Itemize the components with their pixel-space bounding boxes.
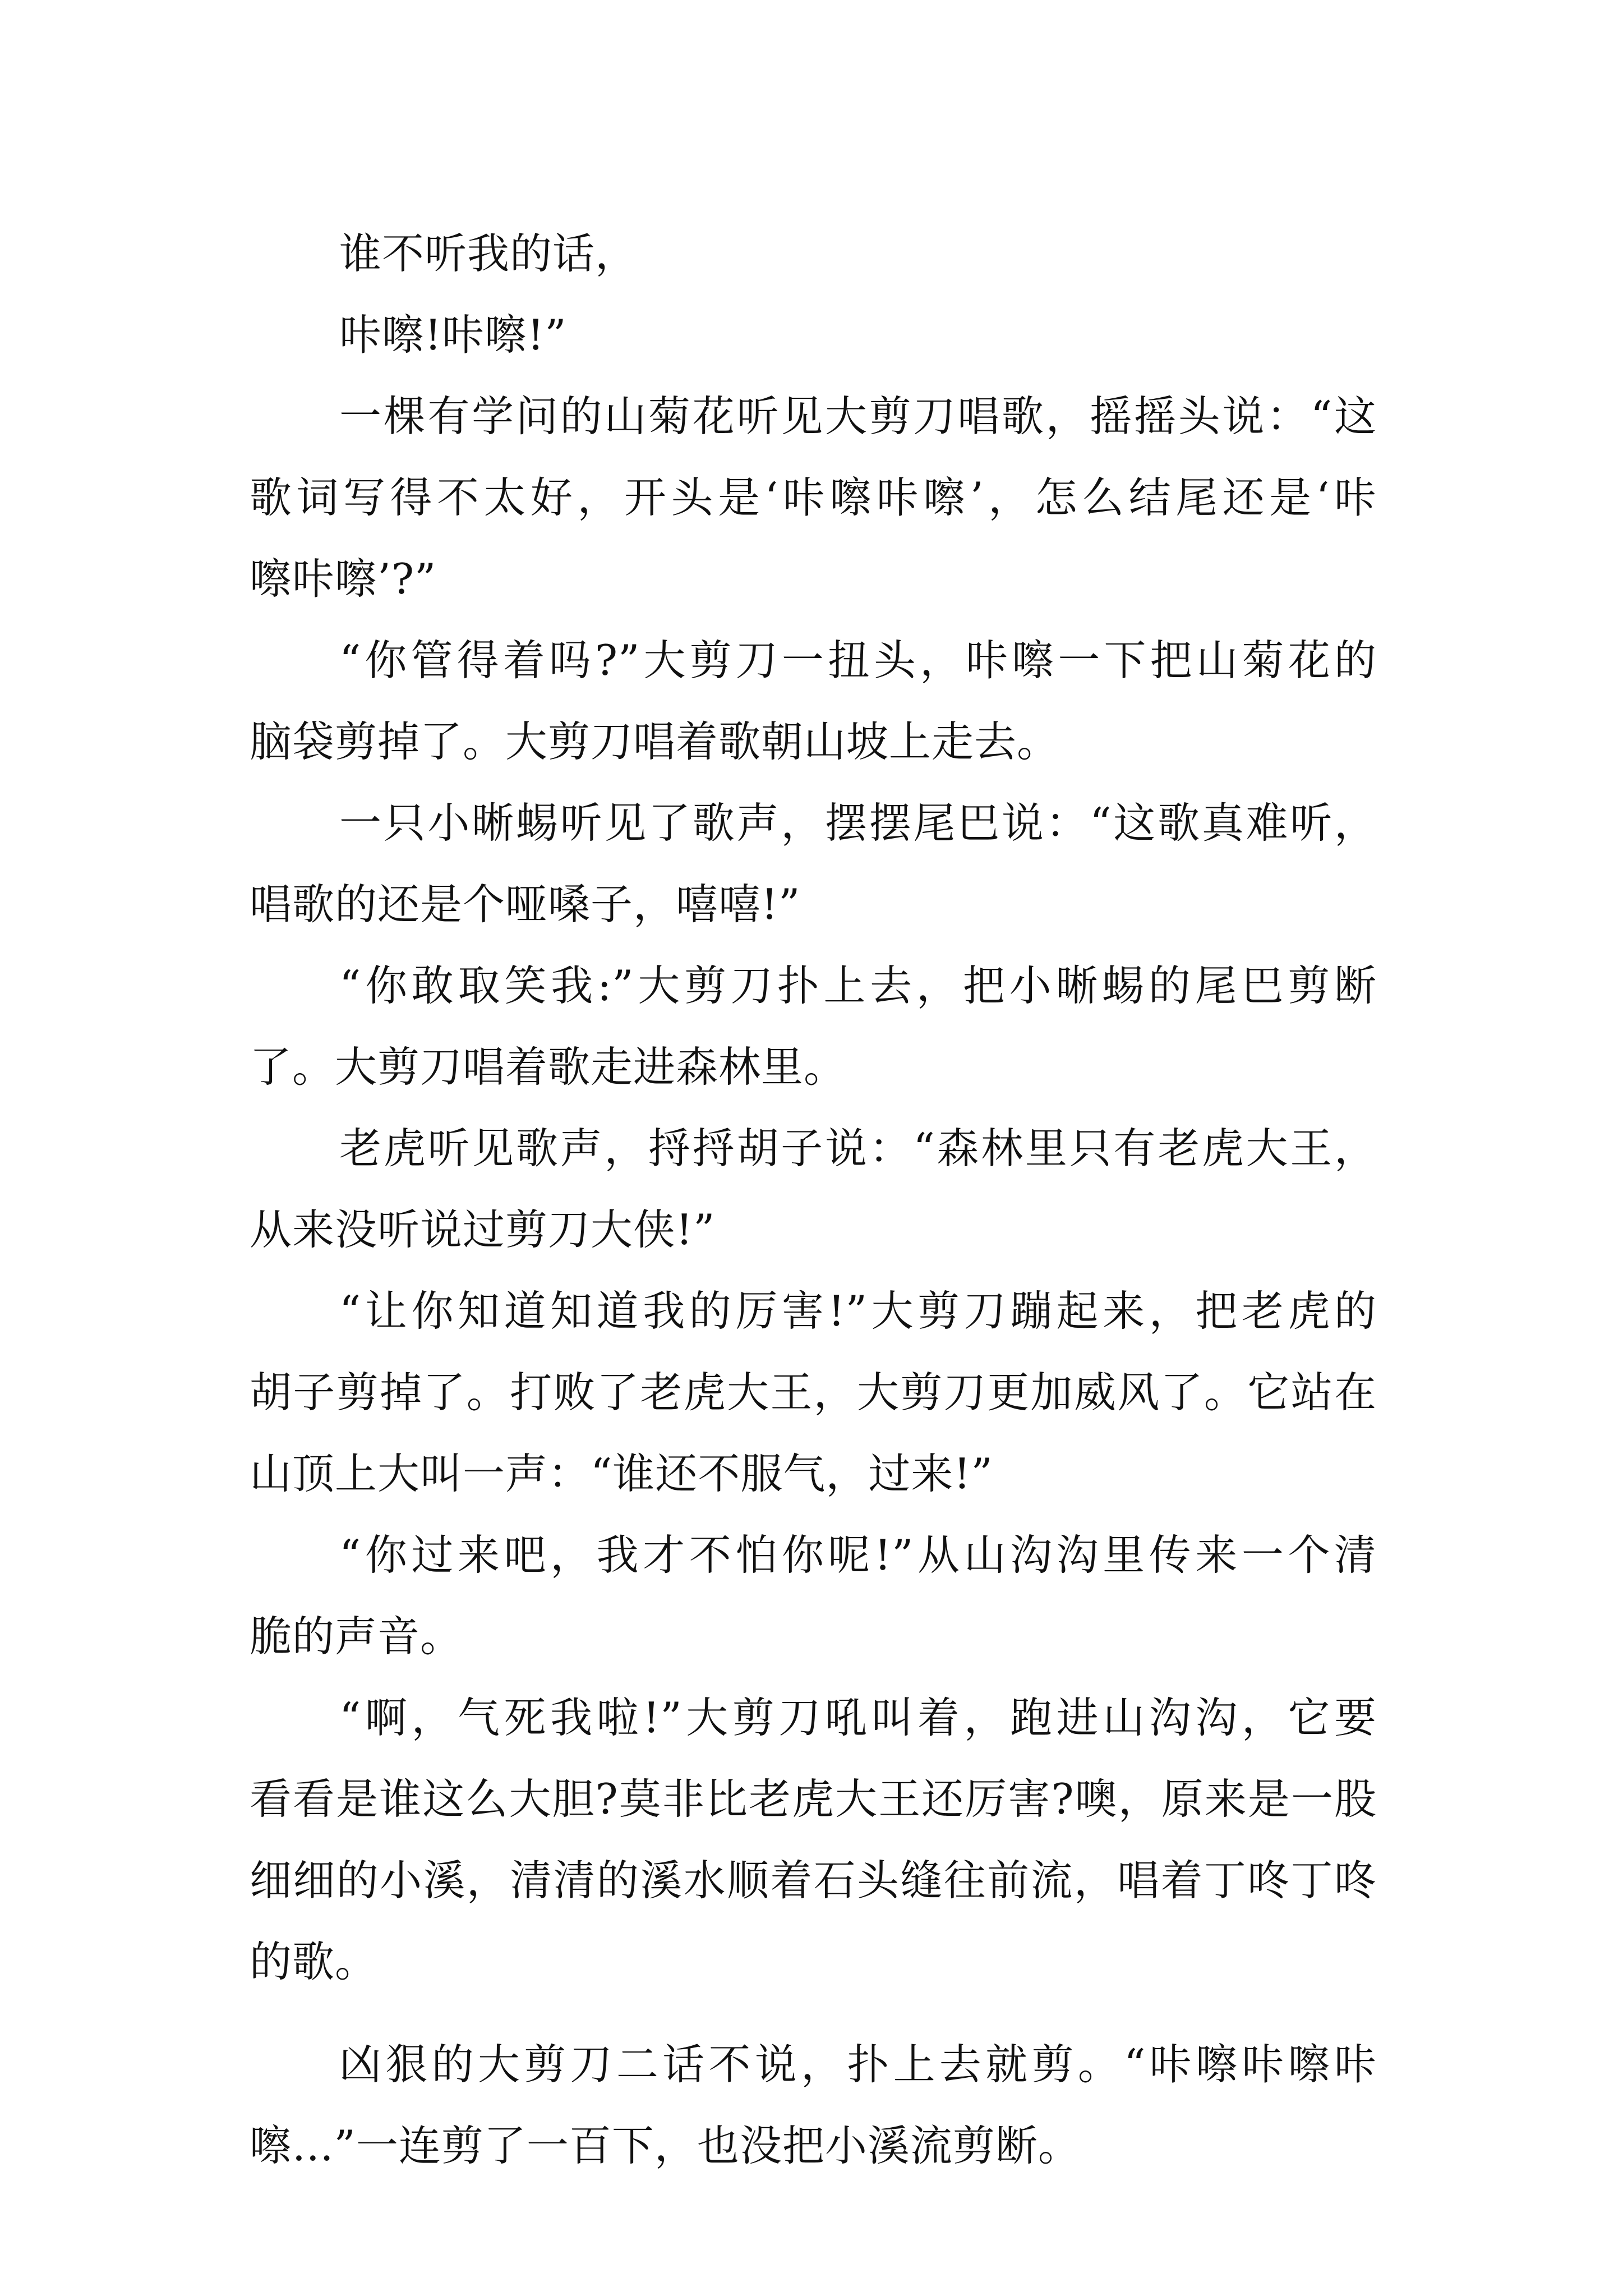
text-line: 唱歌的还是个哑嗓子，嘻嘻!” bbox=[250, 880, 801, 929]
text-line: 歌词写得不太好，开头是‘咔嚓咔嚓’，怎么结尾还是‘咔 bbox=[250, 473, 1377, 522]
text-line: 山顶上大叫一声：“谁还不服气，过来!” bbox=[250, 1449, 993, 1498]
text-line: 脆的声音。 bbox=[250, 1612, 463, 1661]
text-line: “你管得着吗?”大剪刀一扭头，咔嚓一下把山菊花的 bbox=[339, 636, 1377, 685]
text-line: 老虎听见歌声，捋捋胡子说：“森林里只有老虎大王， bbox=[339, 1124, 1377, 1173]
text-line: 的歌。 bbox=[250, 1937, 378, 1986]
text-line: 谁不听我的话， bbox=[339, 229, 638, 278]
text-line: 咔嚓!咔嚓!” bbox=[339, 310, 567, 360]
text-line: 嚓...”一连剪了一百下，也没把小溪流剪断。 bbox=[250, 2121, 1081, 2170]
text-line: “啊，气死我啦!”大剪刀吼叫着，跑进山沟沟，它要 bbox=[339, 1693, 1377, 1742]
story-text bbox=[250, 213, 1377, 2187]
text-line: 一棵有学问的山菊花听见大剪刀唱歌，摇摇头说：“这 bbox=[339, 392, 1377, 441]
text-line: 从来没听说过剪刀大侠!” bbox=[250, 1205, 716, 1254]
text-line: 嚓咔嚓’?” bbox=[250, 554, 437, 604]
text-line: “让你知道知道我的厉害!”大剪刀蹦起来，把老虎的 bbox=[339, 1286, 1377, 1336]
text-line: 看看是谁这么大胆?莫非比老虎大王还厉害?噢，原来是一股 bbox=[250, 1774, 1377, 1824]
text-line: 凶狠的大剪刀二话不说，扑上去就剪。“咔嚓咔嚓咔 bbox=[339, 2040, 1377, 2089]
text-line: “你敢取笑我:”大剪刀扑上去，把小晰蜴的尾巴剪断 bbox=[339, 961, 1377, 1010]
text-line: 了。大剪刀唱着歌走进森林里。 bbox=[250, 1042, 847, 1092]
text-line: 一只小晰蜴听见了歌声，摆摆尾巴说：“这歌真难听， bbox=[339, 798, 1377, 848]
text-line: 胡子剪掉了。打败了老虎大王，大剪刀更加威风了。它站在 bbox=[250, 1368, 1377, 1417]
text-line: 细细的小溪，清清的溪水顺着石头缝往前流，唱着丁咚丁咚 bbox=[250, 1856, 1377, 1905]
text-line: “你过来吧，我才不怕你呢!”从山沟沟里传来一个清 bbox=[339, 1530, 1377, 1580]
text-line: 脑袋剪掉了。大剪刀唱着歌朝山坡上走去。 bbox=[250, 717, 1060, 766]
